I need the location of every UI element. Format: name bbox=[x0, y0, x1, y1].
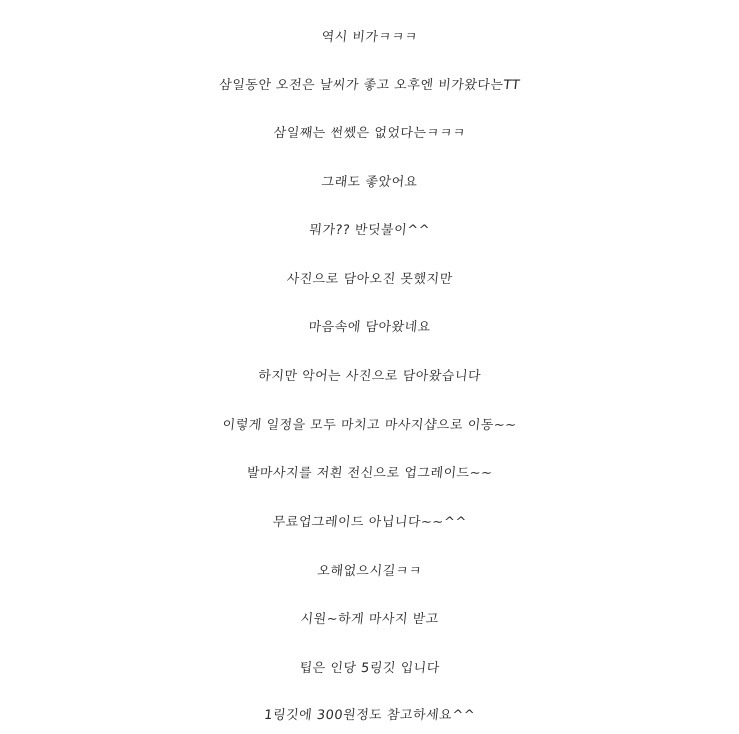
text-line-15: 1링깃에 300원정도 참고하세요^^ bbox=[263, 708, 476, 723]
text-line-1: 역시 비가ㅋㅋㅋ bbox=[320, 30, 419, 45]
text-line-2: 삼일동안 오전은 날씨가 좋고 오후엔 비가왔다는TT bbox=[218, 78, 521, 93]
text-line-4: 그래도 좋았어요 bbox=[320, 175, 419, 190]
text-line-7: 마음속에 담아왔네요 bbox=[307, 320, 432, 335]
text-line-13: 시원~하게 마사지 받고 bbox=[299, 612, 440, 627]
text-line-9: 이렇게 일정을 모두 마치고 마사지샵으로 이동~~ bbox=[221, 418, 518, 433]
text-line-3: 삼일째는 썬쎘은 없었다는ㅋㅋㅋ bbox=[272, 126, 467, 141]
text-line-6: 사진으로 담아오진 못했지만 bbox=[285, 272, 454, 287]
text-line-5: 뭐가?? 반딧불이^^ bbox=[308, 223, 431, 238]
text-line-8: 하지만 악어는 사진으로 담아왔습니다 bbox=[257, 369, 482, 384]
text-line-11: 무료업그레이드 아닙니다~~^^ bbox=[271, 515, 468, 530]
text-line-12: 오해없으시길ㅋㅋ bbox=[316, 564, 423, 579]
text-line-10: 발마사지를 저흰 전신으로 업그레이드~~ bbox=[245, 466, 494, 481]
text-line-14: 팁은 인당 5링깃 입니다 bbox=[298, 661, 441, 676]
